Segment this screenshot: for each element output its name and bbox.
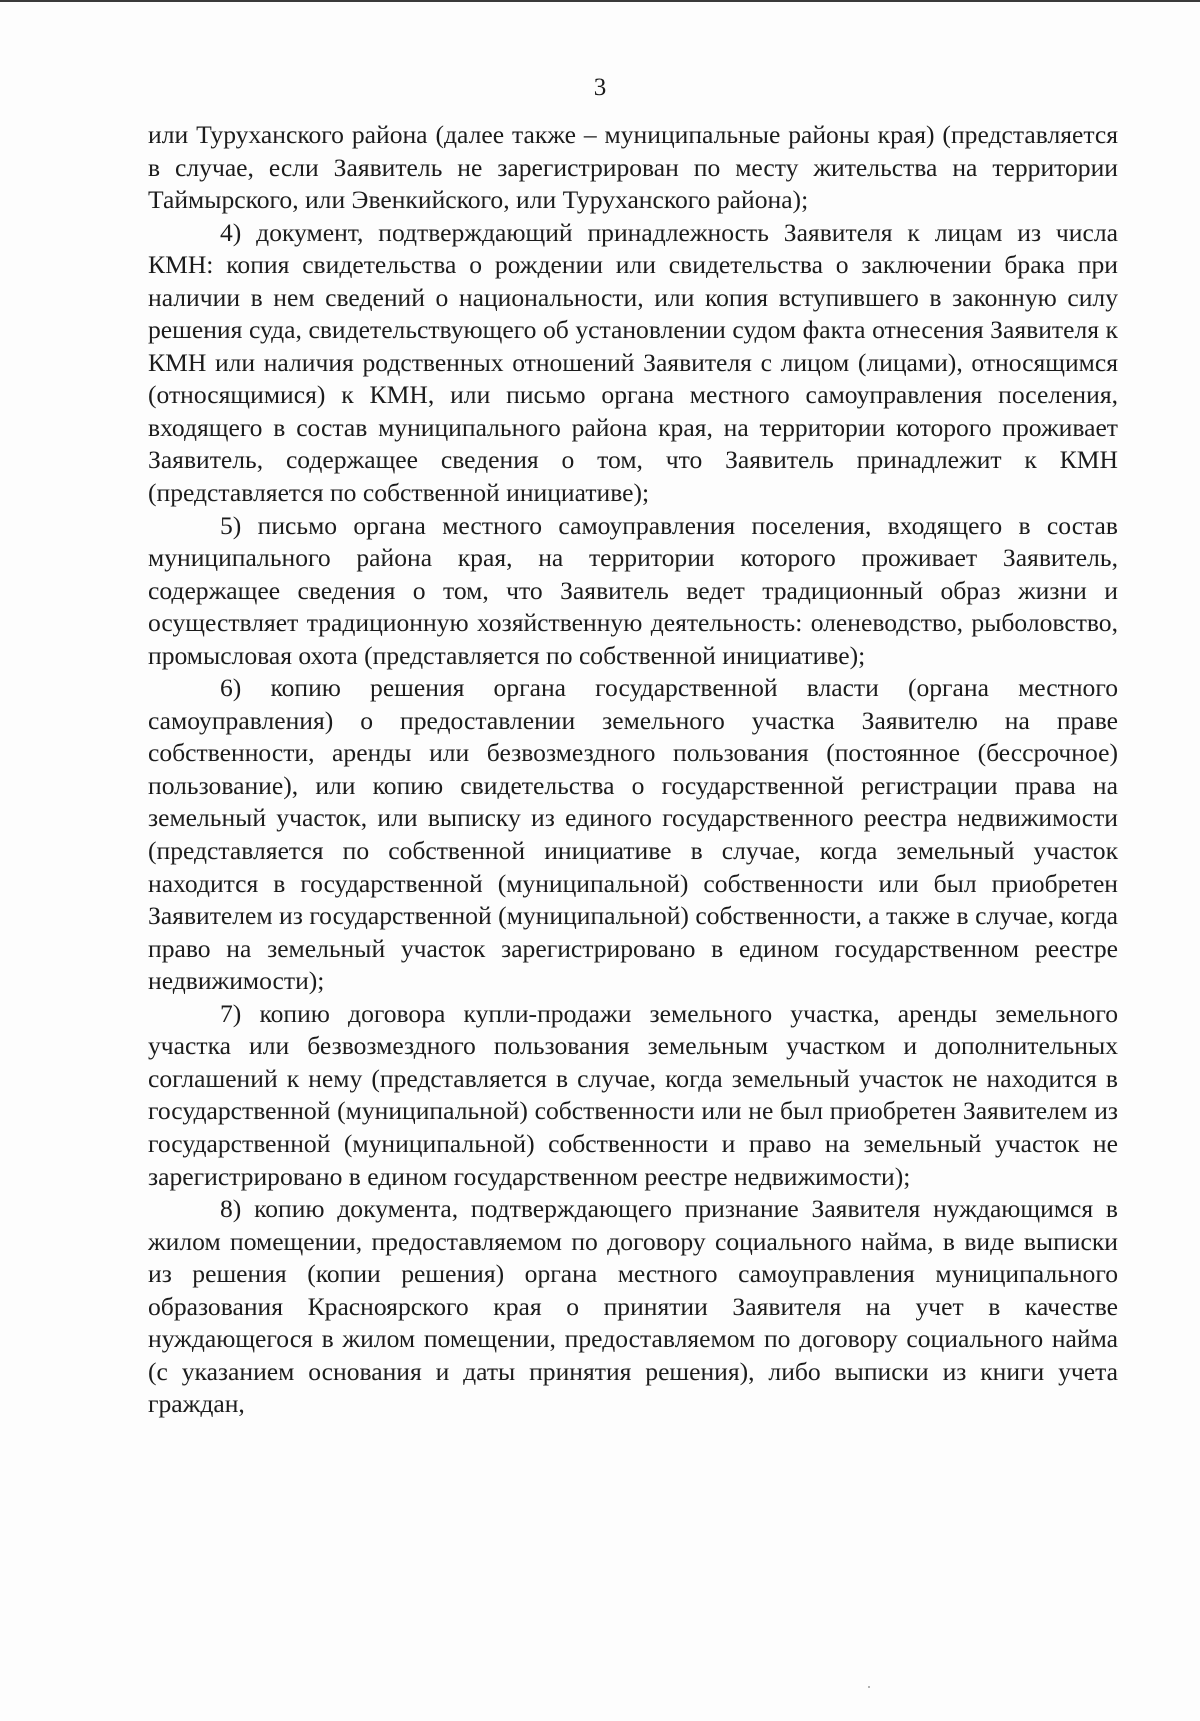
paragraph-item-6: 6) копию решения органа государственной власти (органа местного самоуправления) о предоставлении земельного участка Заявителю на праве собственности, аренды или безвозмездного пользования (постоянное (бессрочное) пользование), или копию свидетельства о государственной регистрации права на земельный участок, или выписку из единого государственного реестра недвижимости (представляется по собственной инициативе в случае, когда земельный участок находится в государственной (муниципальной) собственности или был приобретен Заявителем из государственной (муниципальной) собственности, а также в случае, когда право на земельный участок зарегистрировано в едином государственном реестре недвижимости); xyxy=(148,673,1118,996)
scan-speck xyxy=(868,1686,870,1688)
paragraph-continuation: или Туруханского района (далее также – муниципальные районы края) (представляется в случае, если Заявитель не зарегистрирован по месту жительства на территории Таймырского, или Эвенкийского, или Туруханского района); xyxy=(148,120,1118,215)
page-number: 3 xyxy=(593,74,607,101)
document-body xyxy=(148,119,1118,1421)
paragraph-item-8: 8) копию документа, подтверждающего признание Заявителя нуждающимся в жилом помещении, предоставляемом по договору социального найма, в виде выписки из решения (копии решения) органа местного самоуправления муниципального образования Красноярского края о принятии Заявителя на учет в качестве нуждающегося в жилом помещении, предоставляемом по договору социального найма (с указанием основания и даты принятия решения), либо выписки из книги учета граждан, xyxy=(148,1194,1118,1419)
paragraph-item-4: 4) документ, подтверждающий принадлежность Заявителя к лицам из числа КМН: копия свидетельства о рождении или свидетельства о заключении брака при наличии в нем сведений о национальности, или копия вступившего в законную силу решения суда, свидетельствующего об установлении судом факта отнесения Заявителя к КМН или наличия родственных отношений Заявителя с лицом (лицами), относящимся (относящимися) к КМН, или письмо органа местного самоуправления поселения, входящего в состав муниципального района края, на территории которого проживает Заявитель, содержащее сведения о том, что Заявитель принадлежит к КМН (представляется по собственной инициативе); xyxy=(148,217,1118,508)
paragraph-item-7: 7) копию договора купли-продажи земельного участка, аренды земельного участка или безвозмездного пользования земельным участком и дополнительных соглашений к нему (представляется в случае, когда земельный участок не находится в государственной (муниципальной) собственности или не был приобретен Заявителем из государственной (муниципальной) собственности и право на земельный участок не зарегистрировано в едином государственном реестре недвижимости); xyxy=(148,998,1118,1191)
scan-edge xyxy=(0,0,1200,2)
paragraph-item-5: 5) письмо органа местного самоуправления поселения, входящего в состав муниципального района края, на территории которого проживает Заявитель, содержащее сведения о том, что Заявитель ведет традиционный образ жизни и осуществляет традиционную хозяйственную деятельность: оленеводство, рыболовство, промысловая охота (представляется по собственной инициативе); xyxy=(148,510,1118,670)
